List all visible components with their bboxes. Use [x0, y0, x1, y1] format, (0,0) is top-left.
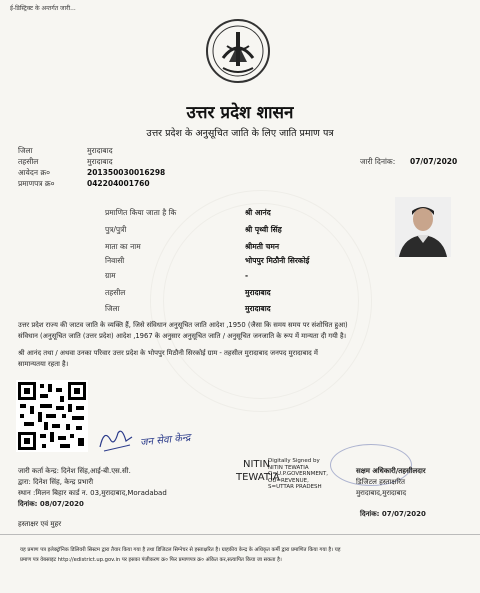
- body-paragraph: सामान्यतया रहता है।: [18, 360, 69, 368]
- issue-date: दिनांक: 08/07/2020: [18, 500, 84, 508]
- signer-name-line1: NITIN: [243, 459, 270, 470]
- detail-label: ग्राम: [105, 271, 116, 280]
- certificate-label: प्रमाणपत्र क्र०: [18, 179, 55, 188]
- detail-value: श्रीमती चमन: [245, 242, 279, 251]
- sign-line: OU=REVENUE,: [268, 477, 309, 484]
- officer-location: मुरादाबाद,मुरादाबाद: [356, 489, 407, 497]
- issuer-center: जारी कर्ता केन्द्र: दिनेश सिंह,आई-बी.एस.सी.: [18, 467, 131, 475]
- sign-line: NITIN TEWATIA: [268, 464, 309, 471]
- signature-label: हस्ताक्षर एवं मुहर: [18, 520, 62, 528]
- officer-date: दिनांक: 07/07/2020: [360, 510, 426, 518]
- top-note: ई-डिस्ट्रिक्ट के अन्तर्गत जारी...: [10, 5, 76, 12]
- application-label: आवेदन क्र०: [18, 168, 51, 177]
- detail-label: जिला: [105, 304, 120, 313]
- up-emblem-icon: [205, 18, 271, 84]
- digital-signature-block: [268, 458, 328, 491]
- detail-label: तहसील: [105, 288, 126, 297]
- footer-note: प्रमाण पत्र वेबसाइट http://edistrict.up.gov.in पर इसका पंजीकरण क्र० फिर प्रमाणपत्र क्र० अंकित कर,सत्यापित किया जा सकता है।: [20, 557, 282, 563]
- detail-label: प्रमाणित किया जाता है कि: [105, 208, 177, 217]
- detail-label: पुत्र/पुत्री: [105, 225, 127, 234]
- detail-label: माता का नाम: [105, 242, 141, 251]
- application-number: 201350030016298: [87, 168, 166, 177]
- district-label: जिला: [18, 146, 33, 155]
- detail-label: निवासी: [105, 256, 125, 265]
- detail-value: -: [245, 271, 249, 280]
- detail-value: श्री आनंद: [245, 208, 271, 217]
- sign-line: O=U.P.GOVERNMENT,: [268, 471, 329, 477]
- watermark-seal: [150, 190, 372, 412]
- digitally-signed: डिजिटल हस्ताक्षरित: [356, 478, 405, 486]
- certificate-subtitle: उत्तर प्रदेश के अनुसूचित जाति के लिए जाति प्रमाण पत्र: [146, 128, 334, 139]
- officer-title: सक्षम अधिकारी/तहसीलदार: [356, 467, 426, 475]
- sign-line: Digitally Signed by: [268, 458, 320, 464]
- detail-value: श्री पृथ्वी सिंह: [245, 225, 282, 234]
- tehsil-value: मुरादाबाद: [87, 157, 113, 166]
- footer-note: यह प्रमाण पत्र इलेक्ट्रॉनिक डिलिवरी सिस्टम द्वारा तैयार किया गया है तथा डिजिटल सिग्नेचर से हस्ताक्षरित है। ग्राहकीय केन्द्र के अधिकृत कर्मी द्वारा प्रमाणित किया गया है। यह: [20, 547, 341, 553]
- qr-code-icon: [16, 380, 88, 452]
- footer-divider: [0, 534, 480, 535]
- page-title: उत्तर प्रदेश शासन: [186, 103, 294, 123]
- signer-name-line2: TEWATIA: [236, 472, 280, 483]
- certificate-number: 042204001760: [87, 179, 150, 188]
- body-paragraph: उत्तर प्रदेश राज्य की जाटव जाति के व्यक्ति हैं, जिसे संविधान अनुसूचित जाति आदेश ,1950 (जैसा कि समय समय पर संशोधित हुआ): [18, 321, 348, 329]
- detail-value: भोपपुर मिठौनी सिरकोई: [245, 256, 310, 265]
- detail-value: मुरादाबाद: [245, 304, 271, 313]
- issue-date-value: 07/07/2020: [410, 157, 458, 166]
- sign-line: S=UTTAR PRADESH: [268, 484, 322, 490]
- body-paragraph: श्री आनंद तथा / अथवा उनका परिवार उत्तर प्रदेश के भोपपुर मिठौनी सिरकोई ग्राम - तहसील मुरादाबाद जनपद मुरादाबाद में: [18, 349, 318, 357]
- applicant-photo: [395, 197, 451, 257]
- issued-by: द्वारा: दिनेश सिंह, केन्द्र प्रभारी: [18, 478, 94, 486]
- issue-place: स्थान :मिलन बिहार कार्ड न. 03,मुरादाबाद,Moradabad: [18, 489, 167, 497]
- detail-value: मुरादाबाद: [245, 288, 271, 297]
- body-paragraph: संविधान (अनुसूचित जाति (उत्तर प्रदेश) आदेश ,1967 के अनुसार अनुसूचित जाति / अनुसूचित जनजाति के रूप में मान्यता दी गयी है।: [18, 332, 347, 340]
- jan-seva-stamp: जन सेवा केन्द्र: [139, 432, 191, 449]
- center-signature-icon: [96, 425, 136, 453]
- district-value: मुरादाबाद: [87, 146, 113, 155]
- tehsil-label: तहसील: [18, 157, 39, 166]
- issue-date-label: जारी दिनांक:: [360, 157, 396, 166]
